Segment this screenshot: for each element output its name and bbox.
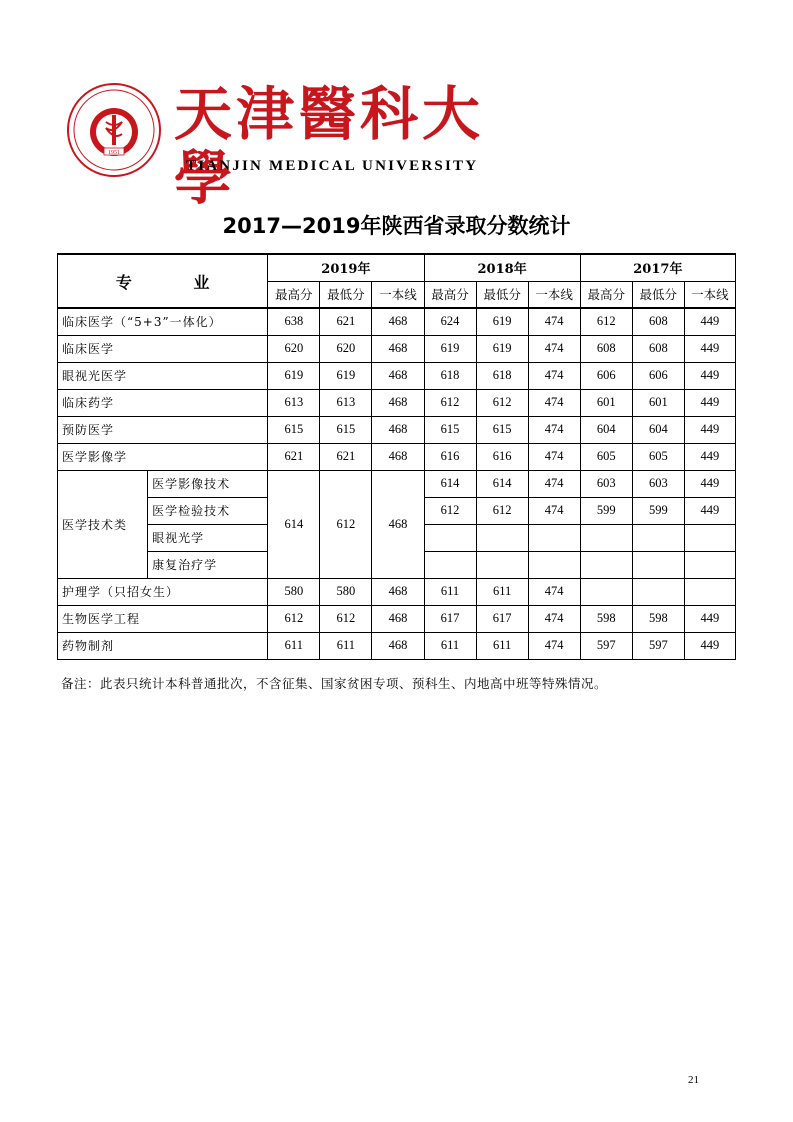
score-cell: 474: [528, 578, 580, 605]
page-title: 2017—2019年陕西省录取分数统计: [222, 214, 571, 238]
score-cell: 605: [632, 443, 684, 470]
score-cell: 608: [632, 308, 684, 335]
sub-major-name: 医学检验技术: [148, 497, 268, 524]
score-cell: [476, 551, 528, 578]
score-cell: 603: [580, 470, 632, 497]
major-name: 临床医学（“5+3”一体化）: [58, 308, 268, 335]
admission-score-table: [57, 253, 736, 660]
major-name: 生物医学工程: [58, 605, 268, 632]
score-cell: 617: [424, 605, 476, 632]
score-cell: 620: [268, 335, 320, 362]
major-name: 临床医学: [58, 335, 268, 362]
score-cell: [580, 551, 632, 578]
score-cell: 468: [372, 362, 424, 389]
major-name: 眼视光医学: [58, 362, 268, 389]
major-header: 专 业: [58, 254, 268, 308]
score-cell: [424, 524, 476, 551]
column-header: 一本线: [372, 281, 424, 308]
score-cell: 474: [528, 443, 580, 470]
score-cell: 468: [372, 416, 424, 443]
column-header: 最低分: [320, 281, 372, 308]
score-cell: [580, 578, 632, 605]
score-cell: 474: [528, 605, 580, 632]
score-cell: 597: [632, 632, 684, 659]
major-name: 预防医学: [58, 416, 268, 443]
score-cell: 601: [580, 389, 632, 416]
major-name: 医学影像学: [58, 443, 268, 470]
table-row: [58, 605, 736, 632]
score-cell: 624: [424, 308, 476, 335]
score-cell: 474: [528, 335, 580, 362]
score-cell: 604: [580, 416, 632, 443]
score-cell: 613: [268, 389, 320, 416]
score-cell: 597: [580, 632, 632, 659]
table-footnote: 备注：此表只统计本科普通批次，不含征集、国家贫困专项、预科生、内地高中班等特殊情况。: [61, 676, 608, 691]
score-cell: 621: [320, 308, 372, 335]
score-cell: 611: [424, 632, 476, 659]
score-cell: 611: [268, 632, 320, 659]
score-cell: 618: [476, 362, 528, 389]
sub-major-name: 医学影像技术: [148, 470, 268, 497]
score-cell: 474: [528, 416, 580, 443]
score-cell: 613: [320, 389, 372, 416]
score-cell: 620: [320, 335, 372, 362]
score-cell: 598: [580, 605, 632, 632]
score-cell: 468: [372, 578, 424, 605]
score-cell: 468: [372, 605, 424, 632]
column-header: 最高分: [424, 281, 476, 308]
score-cell: 449: [684, 470, 735, 497]
score-cell: 611: [320, 632, 372, 659]
score-cell: 615: [320, 416, 372, 443]
score-cell: 603: [632, 470, 684, 497]
logo-text-english: TIANJIN MEDICAL UNIVERSITY: [186, 158, 479, 174]
column-header: 最低分: [476, 281, 528, 308]
score-cell: 606: [580, 362, 632, 389]
table-row: [58, 362, 736, 389]
group-name: 医学技术类: [58, 470, 148, 578]
score-cell: 580: [268, 578, 320, 605]
score-cell: 617: [476, 605, 528, 632]
score-cell: 468: [372, 470, 424, 578]
score-cell: 615: [424, 416, 476, 443]
score-cell: 468: [372, 308, 424, 335]
score-cell: 619: [424, 335, 476, 362]
score-cell: 474: [528, 362, 580, 389]
score-cell: 474: [528, 497, 580, 524]
score-cell: 614: [424, 470, 476, 497]
major-name: 药物制剂: [58, 632, 268, 659]
score-cell: 474: [528, 470, 580, 497]
score-cell: 611: [424, 578, 476, 605]
score-cell: 638: [268, 308, 320, 335]
score-cell: 598: [632, 605, 684, 632]
score-cell: [424, 551, 476, 578]
score-cell: 449: [684, 605, 735, 632]
score-cell: 474: [528, 308, 580, 335]
column-header: 最低分: [632, 281, 684, 308]
score-cell: 611: [476, 632, 528, 659]
score-cell: 608: [580, 335, 632, 362]
major-name: 护理学（只招女生）: [58, 578, 268, 605]
score-cell: 474: [528, 632, 580, 659]
score-cell: 604: [632, 416, 684, 443]
score-cell: 615: [268, 416, 320, 443]
score-cell: 599: [632, 497, 684, 524]
score-cell: [632, 551, 684, 578]
logo-text-chinese: 天津醫科大學: [174, 80, 485, 212]
score-cell: [684, 524, 735, 551]
score-cell: 612: [320, 605, 372, 632]
score-cell: 612: [580, 308, 632, 335]
score-cell: 449: [684, 389, 735, 416]
score-cell: 449: [684, 632, 735, 659]
score-cell: 608: [632, 335, 684, 362]
score-cell: 619: [320, 362, 372, 389]
score-cell: 449: [684, 362, 735, 389]
column-header: 最高分: [580, 281, 632, 308]
score-cell: 616: [476, 443, 528, 470]
major-name: 临床药学: [58, 389, 268, 416]
score-cell: 468: [372, 632, 424, 659]
score-cell: [684, 578, 735, 605]
score-cell: 612: [424, 497, 476, 524]
score-cell: 468: [372, 443, 424, 470]
table-row: [58, 443, 736, 470]
table-row: [58, 578, 736, 605]
score-cell: 612: [320, 470, 372, 578]
column-header: 最高分: [268, 281, 320, 308]
score-cell: 619: [268, 362, 320, 389]
score-cell: 619: [476, 308, 528, 335]
table-row: [58, 335, 736, 362]
score-cell: 615: [476, 416, 528, 443]
score-cell: 621: [320, 443, 372, 470]
table-row: [58, 632, 736, 659]
table-row: [58, 416, 736, 443]
table-row: [58, 389, 736, 416]
score-cell: 605: [580, 443, 632, 470]
year-header: 2019年: [268, 254, 424, 281]
score-cell: [528, 524, 580, 551]
score-cell: 606: [632, 362, 684, 389]
score-cell: 616: [424, 443, 476, 470]
score-cell: 612: [424, 389, 476, 416]
university-seal-icon: [66, 82, 162, 178]
score-cell: [476, 524, 528, 551]
university-header: [66, 80, 526, 212]
table-row: [58, 308, 736, 335]
score-cell: 580: [320, 578, 372, 605]
score-cell: [580, 524, 632, 551]
score-cell: 614: [268, 470, 320, 578]
column-header: 一本线: [528, 281, 580, 308]
score-cell: 601: [632, 389, 684, 416]
score-cell: 449: [684, 497, 735, 524]
column-header: 一本线: [684, 281, 735, 308]
score-cell: 614: [476, 470, 528, 497]
score-cell: 621: [268, 443, 320, 470]
score-cell: [632, 578, 684, 605]
score-cell: [632, 524, 684, 551]
sub-major-name: 眼视光学: [148, 524, 268, 551]
score-cell: 612: [476, 497, 528, 524]
page-number: 21: [688, 1074, 699, 1086]
table-row: [58, 470, 736, 497]
score-cell: 612: [476, 389, 528, 416]
score-cell: 468: [372, 335, 424, 362]
svg-text:1951: 1951: [108, 150, 120, 156]
score-cell: 449: [684, 335, 735, 362]
sub-major-name: 康复治疗学: [148, 551, 268, 578]
score-cell: 611: [476, 578, 528, 605]
score-cell: 618: [424, 362, 476, 389]
score-cell: 474: [528, 389, 580, 416]
score-cell: 449: [684, 443, 735, 470]
year-header: 2017年: [580, 254, 735, 281]
score-cell: 619: [476, 335, 528, 362]
score-cell: 612: [268, 605, 320, 632]
score-cell: 449: [684, 416, 735, 443]
year-header: 2018年: [424, 254, 580, 281]
score-cell: 449: [684, 308, 735, 335]
score-cell: [684, 551, 735, 578]
score-cell: [528, 551, 580, 578]
score-cell: 468: [372, 389, 424, 416]
score-cell: 599: [580, 497, 632, 524]
